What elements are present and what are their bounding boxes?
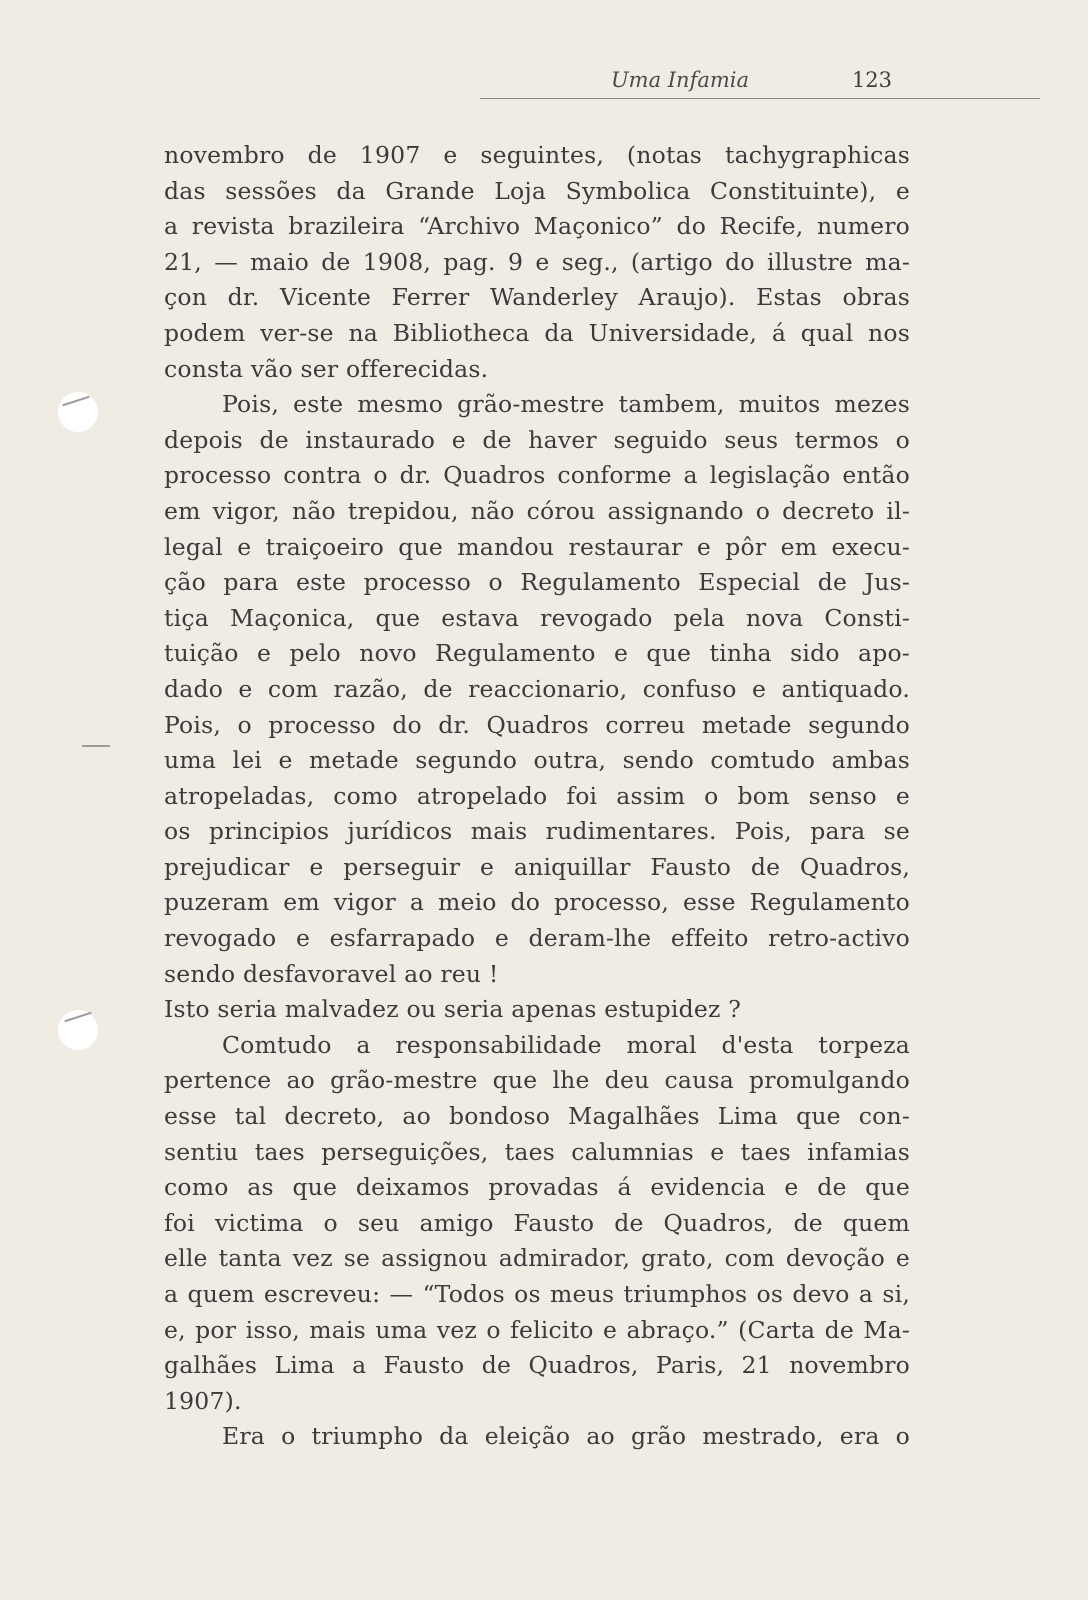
- text-line: ção para este processo o Regulamento Especial de Jus-: [164, 568, 910, 597]
- text-line: a quem escreveu: — “Todos os meus triumphos os devo a si,: [164, 1280, 910, 1308]
- text-line: 1907).: [164, 1386, 242, 1415]
- punch-mark: [82, 745, 110, 747]
- running-title: Uma Infamia: [610, 68, 750, 92]
- text-line: processo contra o dr. Quadros conforme a legislação então: [164, 461, 910, 490]
- text-line: galhães Lima a Fausto de Quadros, Paris, 21 novembro: [164, 1351, 910, 1380]
- text-line: puzeram em vigor a meio do processo, esse Regulamento: [164, 888, 910, 917]
- text-line: Pois, este mesmo grão-mestre tambem, muitos mezes: [222, 390, 910, 419]
- text-line: pertence ao grão-mestre que lhe deu causa promulgando: [164, 1066, 910, 1095]
- text-line: Era o triumpho da eleição ao grão mestrado, era o: [222, 1422, 910, 1451]
- text-line: sendo desfavoravel ao reu !: [164, 959, 499, 988]
- text-line: como as que deixamos provadas á evidencia e de que: [164, 1173, 910, 1202]
- text-line: elle tanta vez se assignou admirador, grato, com devoção e: [164, 1244, 910, 1273]
- text-line: legal e traiçoeiro que mandou restaurar e pôr em execu-: [164, 532, 910, 561]
- text-line: Pois, o processo do dr. Quadros correu metade segundo: [164, 710, 910, 739]
- text-line: depois de instaurado e de haver seguido seus termos o: [164, 425, 910, 454]
- text-line: Comtudo a responsabilidade moral d'esta torpeza: [222, 1030, 910, 1059]
- text-line: tuição e pelo novo Regulamento e que tinha sido apo-: [164, 639, 910, 668]
- text-line: Isto seria malvadez ou seria apenas estupidez ?: [164, 995, 741, 1024]
- text-line: 21, — maio de 1908, pag. 9 e seg., (artigo do illustre ma-: [164, 247, 910, 276]
- text-line: esse tal decreto, ao bondoso Magalhães Lima que con-: [164, 1102, 910, 1131]
- text-line: foi victima o seu amigo Fausto de Quadros, de quem: [164, 1208, 910, 1237]
- page-number: 123: [851, 68, 892, 92]
- text-line: consta vão ser offerecidas.: [164, 354, 489, 383]
- text-line: a revista brazileira “Archivo Maçonico” do Recife, numero: [164, 212, 910, 241]
- text-line: e, por isso, mais uma vez o felicito e abraço.” (Carta de Ma-: [164, 1315, 910, 1344]
- text-line: os principios jurídicos mais rudimentares. Pois, para se: [164, 817, 910, 846]
- text-line: çon dr. Vicente Ferrer Wanderley Araujo). Estas obras: [164, 283, 910, 312]
- text-line: atropeladas, como atropelado foi assim o bom senso e: [164, 781, 910, 810]
- text-line: sentiu taes perseguições, taes calumnias e taes infamias: [164, 1137, 910, 1166]
- body-text: [164, 138, 910, 1455]
- text-line: uma lei e metade segundo outra, sendo comtudo ambas: [164, 746, 910, 775]
- header-rule: [480, 98, 1040, 99]
- text-line: em vigor, não trepidou, não córou assignando o decreto il-: [164, 496, 910, 525]
- text-line: das sessões da Grande Loja Symbolica Constituinte), e: [164, 176, 910, 205]
- text-line: prejudicar e perseguir e aniquillar Fausto de Quadros,: [164, 852, 910, 881]
- text-line: dado e com razão, de reaccionario, confuso e antiquado.: [164, 674, 910, 703]
- text-line: podem ver-se na Bibliotheca da Universidade, á qual nos: [164, 318, 910, 347]
- page-header: [160, 62, 900, 96]
- text-line: novembro de 1907 e seguintes, (notas tachygraphicas: [164, 141, 910, 169]
- text-line: tiça Maçonica, que estava revogado pela nova Consti-: [164, 603, 910, 632]
- text-line: revogado e esfarrapado e deram-lhe effeito retro-activo: [164, 924, 910, 953]
